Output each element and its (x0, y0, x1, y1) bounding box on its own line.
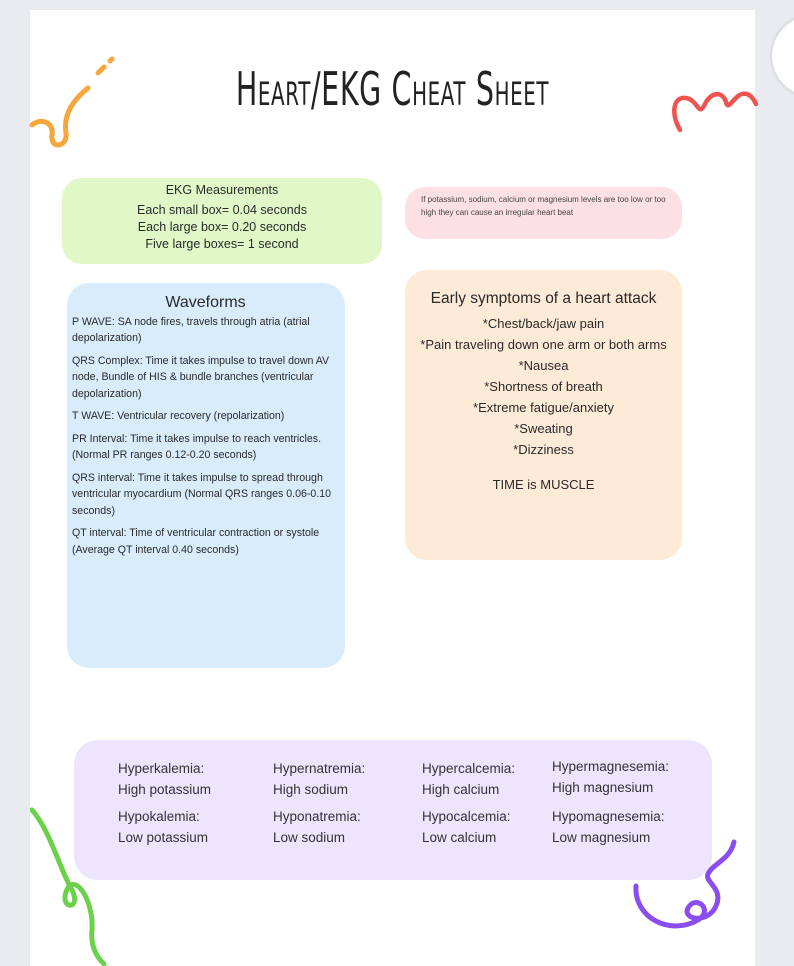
electrolyte-term-cell (422, 806, 511, 848)
electrolyte-meaning: Low magnesium (552, 830, 651, 845)
electrolyte-term: Hypocalcemia: (422, 809, 511, 824)
electrolyte-meaning: High sodium (273, 782, 349, 797)
waveform-item: P WAVE: SA node fires, travels through atria (atrial depolarization) (72, 315, 310, 344)
electrolyte-term-cell (422, 758, 515, 800)
electrolyte-meaning: Low calcium (422, 830, 497, 845)
electrolyte-term-cell (273, 806, 361, 848)
red-squiggle-decoration (668, 82, 758, 137)
electrolyte-term-cell (552, 756, 669, 798)
symptom-item: *Dizziness (513, 442, 574, 457)
ekg-measurement-line: Each large box= 0.20 seconds (137, 220, 307, 234)
symptoms-title: Early symptoms of a heart attack (430, 290, 657, 307)
electrolyte-note-text: If potassium, sodium, calcium or magnesium levels are too low or too high they can cause an irregular heart beat (421, 195, 666, 217)
electrolyte-term: Hypercalcemia: (422, 761, 516, 776)
electrolyte-term: Hyponatremia: (273, 809, 361, 824)
waveform-item: PR Interval: Time it takes impulse to reach ventricles. (Normal PR ranges 0.12-0.20 seconds) (72, 432, 322, 461)
symptom-item: *Nausea (518, 358, 569, 373)
electrolyte-term-cell (118, 758, 211, 800)
electrolyte-term: Hyperkalemia: (118, 761, 205, 776)
orange-squiggle-decoration (28, 55, 118, 155)
ekg-measurements-title: EKG Measurements (165, 183, 279, 197)
electrolyte-term-cell (273, 758, 365, 800)
electrolyte-term: Hypernatremia: (273, 761, 366, 776)
electrolyte-meaning: High potassium (118, 782, 212, 797)
symptom-item: *Shortness of breath (484, 379, 603, 394)
waveform-item: QT interval: Time of ventricular contraction or systole (Average QT interval 0.40 seconds) (72, 527, 320, 556)
electrolyte-meaning: Low sodium (273, 830, 346, 845)
symptom-item: *Extreme fatigue/anxiety (473, 400, 614, 415)
electrolyte-term: Hypermagnesemia: (552, 759, 670, 774)
electrolyte-term: Hypokalemia: (118, 809, 200, 824)
waveforms-title: Waveforms (165, 294, 246, 311)
symptom-item: *Chest/back/jaw pain (482, 316, 605, 331)
electrolyte-term: Hypomagnesemia: (552, 809, 665, 824)
waveform-item: T WAVE: Ventricular recovery (repolarization) (72, 410, 285, 422)
symptoms-motto: TIME is MUSCLE (492, 477, 595, 492)
electrolyte-meaning: Low potassium (118, 830, 209, 845)
electrolyte-terms-box (74, 740, 712, 880)
electrolyte-meaning: High magnesium (552, 780, 654, 795)
ekg-measurements-box (62, 178, 382, 264)
waveforms-box (67, 283, 345, 668)
next-page-button[interactable] (772, 16, 794, 96)
waveform-item: QRS Complex: Time it takes impulse to travel down AV node, Bundle of HIS & bundle branches (ventricular depolarization) (72, 354, 330, 400)
ekg-measurement-line: Five large boxes= 1 second (145, 237, 299, 251)
electrolyte-term-cell (118, 806, 208, 848)
waveform-item: QRS interval: Time it takes impulse to spread through ventricular myocardium (Normal QRS ranges 0.06-0.10 seconds) (72, 471, 332, 517)
electrolyte-meaning: High calcium (422, 782, 500, 797)
heart-attack-symptoms-box (405, 270, 682, 560)
electrolyte-note-box (405, 187, 682, 239)
electrolyte-term-cell (552, 806, 665, 848)
ekg-measurement-line: Each small box= 0.04 seconds (137, 203, 307, 217)
page-title: Heart/EKG Cheat Sheet (235, 62, 550, 116)
symptom-item: *Pain traveling down one arm or both arms (420, 337, 667, 352)
symptom-item: *Sweating (514, 421, 573, 436)
